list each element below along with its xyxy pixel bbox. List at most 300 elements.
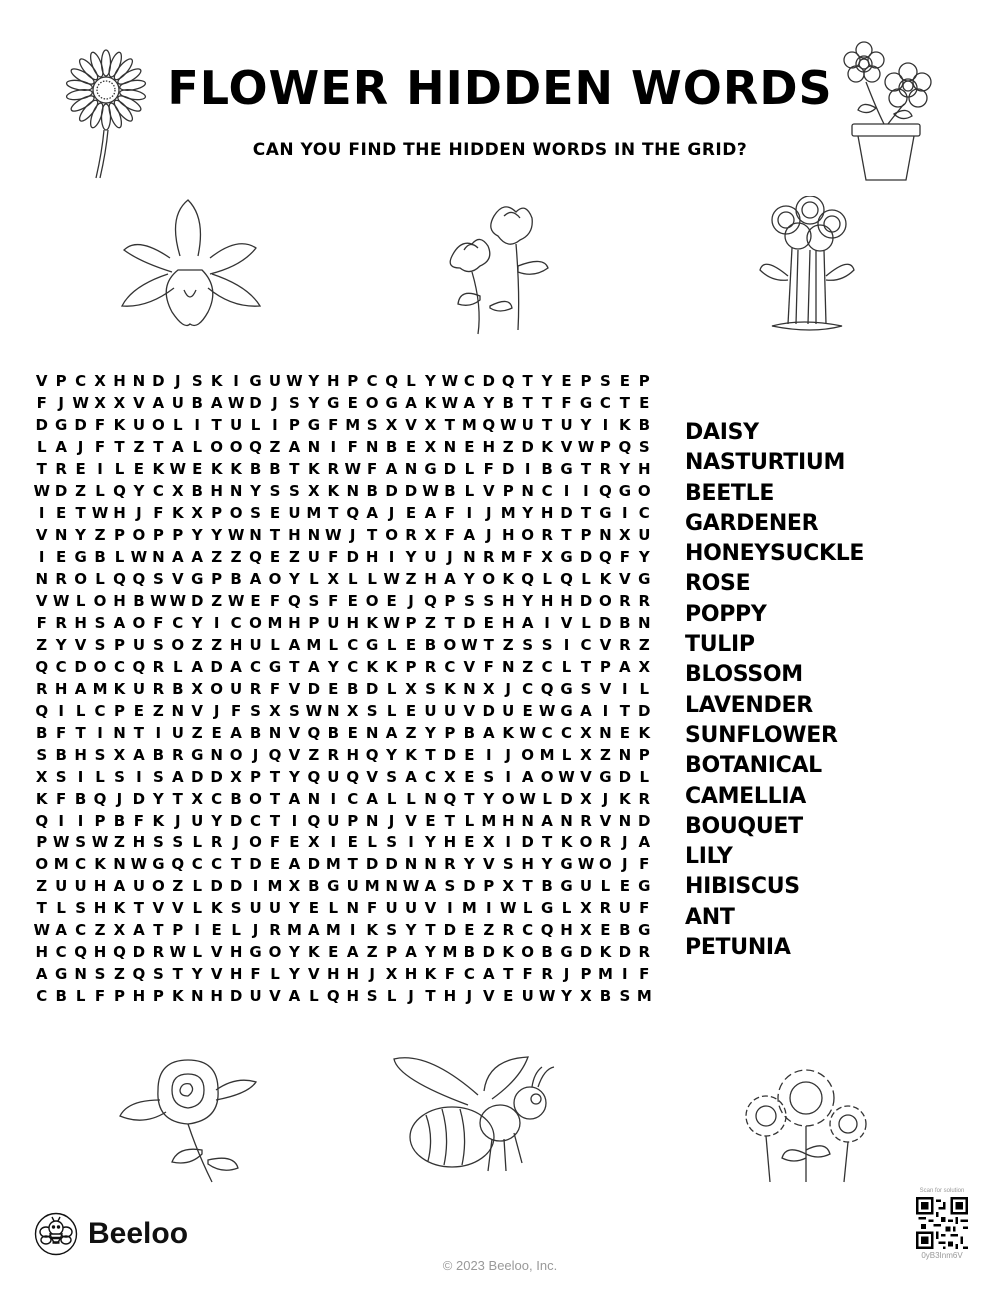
grid-cell: R [541, 965, 553, 984]
grid-cell: L [600, 877, 611, 896]
grid-cell: L [75, 701, 86, 720]
grid-cell: I [408, 833, 414, 852]
grid-cell: D [579, 592, 593, 610]
grid-cell: T [522, 372, 533, 391]
grid-cell: X [580, 899, 592, 918]
grid-cell: A [171, 767, 184, 786]
word-list-item: GARDENER [685, 510, 819, 536]
word-list-item: LILY [685, 844, 733, 870]
grid-cell: U [502, 701, 515, 720]
grid-cell: J [505, 745, 512, 764]
grid-cell: P [172, 921, 184, 940]
grid-cell: F [153, 504, 164, 523]
grid-cell: E [503, 987, 514, 1006]
grid-cell: W [383, 613, 400, 632]
grid-cell: O [365, 394, 379, 413]
grid-cell: W [72, 394, 89, 413]
grid-cell: K [619, 416, 631, 435]
grid-cell: D [501, 460, 515, 479]
grid-cell: E [639, 394, 650, 413]
grid-cell: H [35, 943, 48, 962]
grid-cell: A [74, 679, 87, 698]
grid-cell: L [192, 899, 202, 918]
grid-cell: C [347, 789, 359, 808]
grid-cell: A [35, 965, 48, 984]
grid-cell: N [249, 526, 262, 545]
grid-cell: S [172, 833, 184, 852]
grid-cell: D [190, 592, 204, 610]
grid-cell: V [210, 965, 223, 984]
grid-cell: B [172, 679, 184, 698]
grid-cell: O [93, 592, 107, 610]
grid-cell: U [288, 504, 301, 523]
grid-cell: H [521, 855, 534, 874]
grid-cell: D [443, 921, 457, 940]
grid-cell: I [155, 723, 162, 742]
grid-cell: K [366, 657, 378, 676]
grid-cell: B [444, 482, 456, 501]
word-list-item: HIBISCUS [685, 874, 800, 900]
grid-cell: R [444, 855, 456, 874]
grid-cell: V [463, 657, 476, 676]
grid-cell: B [191, 482, 203, 501]
grid-cell: S [55, 767, 67, 786]
grid-cell: F [269, 592, 281, 610]
grid-cell: F [639, 855, 650, 874]
grid-cell: Z [502, 438, 514, 457]
grid-cell: N [307, 526, 321, 545]
grid-cell: I [77, 767, 84, 786]
grid-cell: R [424, 657, 437, 676]
grid-cell: I [38, 504, 45, 523]
grid-cell: K [560, 833, 573, 852]
grid-cell: W [169, 592, 187, 610]
grid-cell: V [463, 701, 476, 720]
grid-cell: B [36, 723, 48, 742]
grid-cell: X [385, 965, 398, 984]
grid-cell: B [541, 877, 553, 896]
grid-cell: P [152, 987, 164, 1006]
grid-cell: H [229, 943, 243, 962]
grid-cell: H [54, 679, 68, 698]
bee-icon [388, 1055, 556, 1183]
grid-cell: F [328, 548, 339, 567]
grid-cell: L [173, 657, 183, 676]
grid-cell: H [501, 613, 515, 632]
grid-cell: W [305, 701, 323, 720]
grid-cell: L [542, 789, 552, 808]
grid-cell: L [386, 701, 397, 720]
grid-cell: T [133, 723, 145, 742]
grid-cell: A [288, 987, 301, 1006]
grid-cell: R [269, 921, 281, 940]
grid-cell: B [463, 943, 476, 962]
grid-cell: H [229, 635, 243, 654]
grid-cell: Q [599, 482, 612, 501]
grid-cell: S [94, 635, 106, 654]
word-list-item: PETUNIA [685, 935, 791, 961]
grid-cell: Y [191, 613, 203, 632]
grid-cell: F [36, 394, 47, 413]
grid-cell: T [425, 921, 436, 940]
grid-cell: K [619, 789, 631, 808]
grid-cell: J [505, 679, 512, 698]
grid-cell: X [580, 987, 592, 1006]
grid-cell: A [133, 921, 145, 940]
grid-cell: X [191, 504, 203, 523]
grid-cell: B [249, 460, 262, 479]
grid-cell: A [405, 767, 417, 786]
grid-cell: H [93, 899, 107, 918]
grid-cell: U [638, 526, 651, 545]
grid-cell: D [307, 679, 321, 698]
grid-cell: D [132, 789, 146, 808]
grid-cell: L [231, 921, 241, 940]
grid-cell: H [365, 548, 379, 567]
grid-cell: H [327, 965, 340, 984]
grid-cell: I [563, 635, 570, 654]
grid-cell: G [307, 416, 320, 435]
grid-cell: S [289, 701, 300, 720]
grid-cell: X [482, 679, 495, 698]
grid-cell: J [466, 987, 473, 1006]
grid-cell: I [622, 965, 628, 984]
grid-cell: K [35, 789, 48, 808]
grid-cell: V [405, 811, 417, 830]
grid-cell: D [560, 789, 573, 808]
grid-cell: D [54, 482, 68, 501]
grid-cell: D [35, 416, 48, 435]
grid-cell: Z [502, 635, 514, 654]
grid-cell: Z [425, 613, 436, 632]
grid-cell: D [521, 833, 534, 852]
grid-cell: K [113, 679, 126, 698]
grid-cell: L [561, 899, 572, 918]
qr-solution[interactable] [912, 1188, 972, 1260]
grid-cell: O [132, 526, 146, 545]
grid-cell: F [94, 987, 106, 1006]
grid-cell: M [636, 987, 652, 1006]
grid-cell: X [444, 767, 456, 786]
grid-cell: R [638, 789, 651, 808]
grid-cell: H [404, 965, 418, 984]
grid-cell: E [75, 460, 86, 479]
grid-cell: G [249, 943, 262, 962]
grid-cell: P [250, 767, 262, 786]
grid-cell: Z [211, 548, 223, 567]
grid-cell: B [541, 943, 553, 962]
grid-cell: A [482, 723, 495, 742]
grid-cell: A [619, 657, 631, 676]
grid-cell: Q [618, 438, 632, 457]
grid-cell: K [599, 943, 612, 962]
grid-cell: U [327, 811, 340, 830]
grid-cell: U [385, 899, 398, 918]
grid-cell: Z [230, 548, 242, 567]
grid-cell: F [444, 965, 456, 984]
grid-cell: S [483, 767, 495, 786]
grid-cell: P [113, 526, 125, 545]
grid-cell: P [638, 745, 650, 764]
grid-cell: Z [405, 570, 417, 589]
grid-cell: F [522, 965, 533, 984]
grid-cell: Q [171, 855, 185, 874]
grid-cell: C [366, 372, 378, 391]
grid-cell: S [619, 987, 631, 1006]
grid-cell: R [483, 548, 495, 567]
grid-cell: T [269, 789, 281, 808]
grid-cell: S [152, 965, 164, 984]
grid-cell: O [599, 855, 612, 874]
word-list-item: NASTURTIUM [685, 450, 846, 476]
grid-cell: O [501, 789, 515, 808]
grid-cell: T [289, 460, 300, 479]
grid-cell: Q [540, 921, 554, 940]
grid-cell: X [308, 482, 320, 501]
grid-cell: D [210, 767, 223, 786]
grid-cell: Y [425, 833, 436, 852]
grid-cell: Y [522, 592, 534, 610]
grid-cell: X [580, 921, 592, 940]
grid-cell: G [638, 570, 651, 589]
grid-cell: G [618, 482, 631, 501]
grid-cell: Y [541, 855, 553, 874]
brand [34, 1212, 188, 1256]
grid-cell: E [211, 723, 222, 742]
grid-cell: C [444, 657, 456, 676]
grid-cell: N [521, 811, 534, 830]
grid-cell: R [210, 833, 223, 852]
grid-cell: B [230, 570, 242, 589]
grid-cell: R [502, 921, 514, 940]
grid-cell: D [579, 943, 593, 962]
grid-cell: E [347, 833, 358, 852]
grid-cell: L [309, 987, 319, 1006]
grid-cell: Z [114, 965, 125, 984]
word-list-item: DAISY [685, 420, 759, 445]
grid-cell: A [444, 570, 456, 589]
grid-cell: J [252, 745, 259, 764]
grid-cell: V [288, 745, 301, 764]
grid-cell: J [233, 833, 239, 852]
grid-cell: Q [307, 811, 321, 830]
grid-cell: V [74, 635, 87, 654]
grid-cell: Y [463, 570, 475, 589]
grid-cell: F [250, 965, 261, 984]
grid-cell: D [463, 877, 476, 896]
grid-cell: E [386, 592, 397, 610]
grid-cell: M [306, 504, 322, 523]
grid-cell: R [152, 679, 165, 698]
grid-cell: R [55, 460, 67, 479]
grid-cell: H [638, 460, 651, 479]
grid-cell: Z [133, 438, 145, 457]
grid-cell: I [622, 679, 628, 698]
grid-cell: S [483, 592, 495, 610]
grid-cell: B [599, 987, 612, 1006]
grid-cell: V [191, 701, 204, 720]
grid-cell: V [560, 613, 573, 632]
grid-cell: P [211, 570, 223, 589]
grid-cell: J [349, 526, 356, 545]
grid-cell: Q [113, 482, 126, 501]
grid-cell: R [541, 526, 553, 545]
grid-cell: T [580, 460, 592, 479]
grid-cell: A [171, 438, 184, 457]
grid-cell: I [233, 372, 239, 391]
grid-cell: K [541, 438, 553, 457]
grid-cell: V [619, 570, 631, 589]
grid-cell: N [113, 723, 126, 742]
grid-cell: X [619, 526, 631, 545]
grid-cell: D [579, 548, 593, 567]
grid-cell: G [560, 855, 573, 874]
grid-cell: N [327, 701, 340, 720]
grid-cell: W [499, 899, 517, 918]
grid-cell: J [388, 504, 395, 523]
grid-cell: A [366, 789, 378, 808]
grid-cell: O [482, 570, 496, 589]
grid-cell: C [191, 855, 203, 874]
grid-cell: D [346, 548, 359, 567]
grid-cell: Q [307, 767, 321, 786]
grid-cell: C [347, 635, 359, 654]
grid-cell: H [132, 987, 146, 1006]
letter-grid [32, 371, 654, 1008]
grid-cell: C [152, 482, 164, 501]
grid-cell: E [250, 592, 261, 610]
grid-cell: P [152, 526, 164, 545]
grid-cell: W [538, 701, 556, 720]
grid-cell: G [366, 635, 379, 654]
grid-cell: D [229, 877, 243, 896]
grid-cell: W [441, 394, 459, 413]
grid-cell: A [521, 613, 534, 632]
grid-cell: P [347, 811, 359, 830]
grid-cell: T [269, 526, 281, 545]
grid-cell: G [55, 416, 68, 435]
grid-cell: N [307, 438, 321, 457]
grid-cell: I [485, 745, 492, 764]
grid-cell: C [522, 921, 534, 940]
grid-cell: H [346, 613, 359, 632]
grid-cell: T [36, 460, 47, 479]
grid-cell: Q [93, 789, 107, 808]
grid-cell: E [308, 899, 319, 918]
grid-cell: T [541, 416, 553, 435]
grid-cell: Z [152, 701, 164, 720]
grid-cell: Y [211, 526, 223, 545]
grid-cell: S [425, 679, 436, 698]
grid-cell: G [191, 745, 204, 764]
grid-cell: E [133, 460, 145, 479]
grid-cell: M [267, 877, 283, 896]
grid-cell: E [405, 504, 417, 523]
grid-cell: M [500, 504, 516, 523]
grid-cell: K [171, 987, 184, 1006]
grid-cell: X [269, 701, 281, 720]
grid-cell: K [94, 855, 106, 874]
grid-cell: Q [424, 592, 437, 610]
grid-cell: A [133, 745, 145, 764]
grid-cell: Z [366, 943, 378, 962]
word-list-item: ANT [685, 904, 735, 930]
grid-cell: A [385, 723, 398, 742]
grid-cell: T [269, 811, 281, 830]
qr-code-icon[interactable] [916, 1197, 968, 1249]
grid-cell: D [190, 767, 204, 786]
grid-cell: H [346, 987, 359, 1006]
grid-cell: B [191, 394, 203, 413]
grid-cell: T [230, 855, 242, 874]
grid-cell: U [249, 987, 262, 1006]
grid-cell: Q [249, 438, 262, 457]
grid-cell: A [230, 723, 242, 742]
grid-cell: Z [211, 592, 223, 610]
grid-cell: E [56, 504, 67, 523]
copyright: © 2023 Beeloo, Inc. [442, 1258, 558, 1273]
rose-icon [118, 1050, 258, 1185]
grid-cell: W [227, 394, 245, 413]
grid-cell: L [561, 745, 572, 764]
grid-cell: I [563, 482, 570, 501]
grid-cell: U [55, 877, 68, 896]
grid-cell: N [501, 657, 515, 676]
grid-cell: U [74, 877, 87, 896]
grid-cell: C [75, 372, 87, 391]
grid-cell: N [54, 526, 68, 545]
grid-cell: G [540, 899, 554, 918]
grid-cell: D [229, 987, 243, 1006]
grid-cell: C [599, 394, 611, 413]
grid-cell: G [579, 394, 593, 413]
grid-cell: G [638, 877, 651, 896]
grid-cell: Y [580, 416, 592, 435]
grid-cell: H [424, 570, 437, 589]
grid-cell: N [404, 855, 418, 874]
grid-cell: J [174, 372, 181, 391]
grid-cell: X [35, 767, 48, 786]
grid-cell: L [542, 570, 552, 589]
tall-flowers-icon [752, 196, 862, 336]
grid-cell: V [482, 482, 495, 501]
grid-cell: M [306, 635, 322, 654]
grid-cell: Q [560, 570, 573, 589]
grid-cell: O [385, 526, 398, 545]
grid-cell: T [425, 987, 436, 1006]
grid-cell: U [268, 899, 282, 918]
grid-cell: K [502, 723, 515, 742]
grid-cell: I [58, 701, 64, 720]
grid-cell: G [327, 877, 340, 896]
grid-cell: A [424, 504, 437, 523]
grid-cell: N [599, 723, 612, 742]
grid-cell: H [113, 504, 126, 523]
grid-cell: C [94, 701, 106, 720]
grid-cell: M [364, 877, 380, 896]
grid-cell: Q [268, 745, 282, 764]
grid-cell: Y [250, 482, 261, 501]
grid-cell: X [113, 745, 126, 764]
grid-cell: Q [132, 965, 146, 984]
grid-cell: L [270, 965, 280, 984]
grid-cell: N [171, 701, 185, 720]
grid-cell: S [94, 745, 106, 764]
grid-cell: W [344, 460, 361, 479]
grid-cell: N [74, 965, 87, 984]
grid-cell: F [639, 965, 650, 984]
grid-cell: F [133, 811, 145, 830]
